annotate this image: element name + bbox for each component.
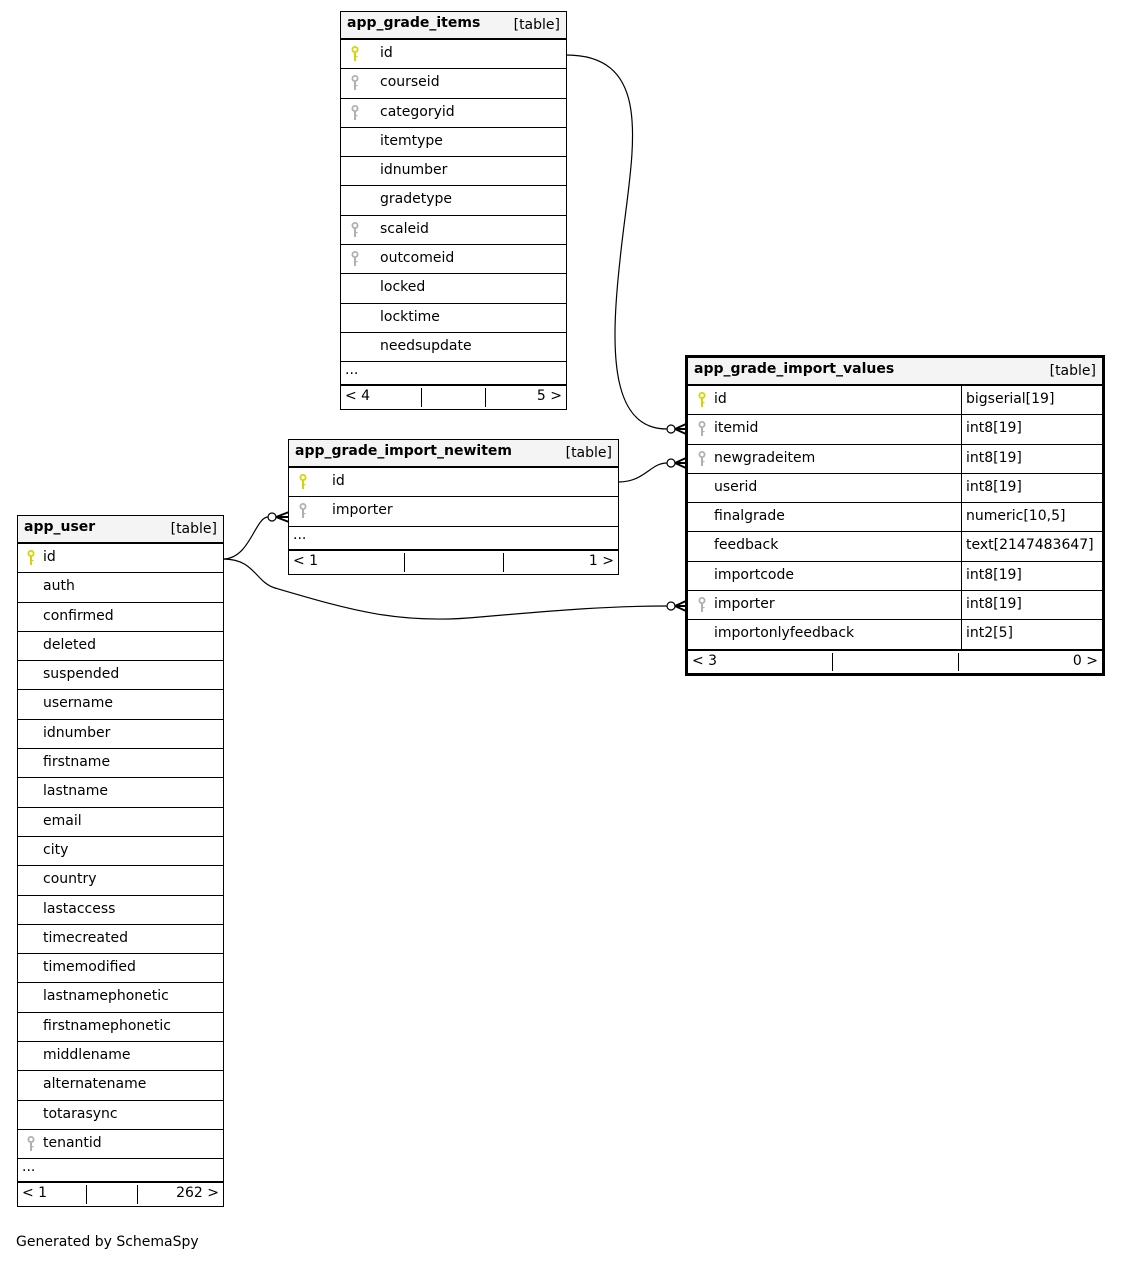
column-row-timecreated[interactable] [18, 925, 223, 954]
column-name: firstname [43, 754, 111, 771]
column-name: scaleid [380, 220, 429, 237]
column-type: int8[19] [961, 562, 1102, 590]
primary-key-icon [299, 474, 307, 490]
column-name: deleted [43, 636, 96, 653]
column-name: username [43, 695, 113, 712]
column-name: locktime [380, 308, 440, 325]
column-name: auth [43, 578, 75, 595]
foreign-key-icon [351, 105, 359, 121]
table-header[interactable] [18, 516, 223, 544]
table-kind: [table] [1049, 363, 1096, 379]
column-row-locked[interactable] [341, 274, 566, 303]
column-row-id[interactable] [341, 40, 566, 69]
column-row-firstname[interactable] [18, 749, 223, 778]
column-name: tenantid [43, 1134, 102, 1151]
column-type: int2[5] [961, 620, 1102, 648]
relationship-line-newitem-importer [223, 517, 268, 559]
column-row-itemtype[interactable] [341, 128, 566, 157]
column-name: email [43, 812, 82, 829]
column-row-totarasync[interactable] [18, 1101, 223, 1130]
primary-key-icon [27, 550, 35, 566]
column-type: int8[19] [961, 415, 1102, 443]
footer-divider [958, 653, 959, 671]
table-app-grade-import-values[interactable] [685, 355, 1105, 676]
column-row-courseid[interactable] [341, 69, 566, 98]
column-type: numeric[10,5] [961, 503, 1102, 531]
zero-or-many-marker [268, 513, 276, 521]
column-row-id[interactable] [688, 386, 1102, 415]
table-header[interactable] [289, 440, 618, 468]
parents-count[interactable]: < 4 [345, 388, 371, 405]
primary-key-icon [698, 392, 706, 408]
column-name: timemodified [43, 959, 136, 976]
column-name: idnumber [380, 162, 448, 179]
column-name: id [332, 473, 345, 489]
column-name: middlename [43, 1047, 131, 1064]
column-name: itemid [714, 420, 759, 437]
footer-divider [86, 1185, 87, 1204]
footer-divider [485, 388, 486, 407]
column-row-importonlyfeedback[interactable] [688, 620, 1102, 649]
foreign-key-icon [27, 1136, 35, 1152]
column-row-gradetype[interactable] [341, 186, 566, 215]
table-name: app_grade_import_values [694, 361, 895, 377]
column-row-idnumber[interactable] [341, 157, 566, 186]
column-row-lastname[interactable] [18, 778, 223, 807]
table-footer [688, 650, 1102, 673]
zero-or-many-marker [667, 425, 675, 433]
column-row-feedback[interactable] [688, 532, 1102, 561]
column-name: firstnamephonetic [43, 1017, 171, 1034]
footer-divider [503, 553, 504, 572]
children-count[interactable]: 1 > [588, 552, 614, 569]
column-row-auth[interactable] [18, 573, 223, 602]
footer-divider [421, 388, 422, 407]
children-count[interactable]: 262 > [176, 1185, 219, 1202]
foreign-key-icon [351, 222, 359, 238]
column-row-needsupdate[interactable] [341, 333, 566, 362]
column-type: int8[19] [961, 445, 1102, 473]
column-name: userid [714, 478, 758, 495]
column-name: outcomeid [380, 250, 455, 267]
column-name: totarasync [43, 1105, 118, 1122]
column-name: id [714, 391, 727, 407]
parents-count[interactable]: < 3 [692, 652, 718, 669]
column-type: text[2147483647] [961, 532, 1102, 560]
column-name: country [43, 871, 97, 888]
column-name: lastnamephonetic [43, 988, 169, 1005]
column-row-locktime[interactable] [341, 304, 566, 333]
children-count[interactable]: 5 > [536, 388, 562, 405]
column-row-timemodified[interactable] [18, 954, 223, 983]
column-row-itemid[interactable] [688, 415, 1102, 444]
column-name: finalgrade [714, 508, 785, 525]
table-app-grade-import-newitem[interactable] [288, 439, 619, 575]
column-row-alternatename[interactable] [18, 1071, 223, 1100]
column-name: gradetype [380, 191, 452, 208]
column-name: suspended [43, 666, 120, 683]
column-row-categoryid[interactable] [341, 99, 566, 128]
primary-key-icon [351, 46, 359, 62]
column-name: lastaccess [43, 900, 116, 917]
zero-or-many-marker [667, 602, 675, 610]
more-columns-text: ... [345, 362, 359, 379]
column-row-firstnamephonetic[interactable] [18, 1013, 223, 1042]
foreign-key-icon [698, 451, 706, 467]
column-row-importcode[interactable] [688, 562, 1102, 591]
table-name: app_grade_import_newitem [295, 443, 512, 459]
column-type: bigserial[19] [961, 386, 1102, 414]
column-row-id[interactable] [289, 468, 618, 497]
table-footer [18, 1183, 223, 1206]
column-type: int8[19] [961, 474, 1102, 502]
column-row-newgradeitem[interactable] [688, 445, 1102, 474]
table-header[interactable] [688, 358, 1102, 386]
table-header[interactable] [341, 12, 566, 40]
column-name: id [43, 549, 56, 565]
table-kind: [table] [170, 521, 217, 537]
parents-count[interactable]: < 1 [22, 1185, 48, 1202]
foreign-key-icon [698, 597, 706, 613]
column-row-finalgrade[interactable] [688, 503, 1102, 532]
column-type: int8[19] [961, 591, 1102, 619]
column-row-email[interactable] [18, 808, 223, 837]
footer-divider [404, 553, 405, 572]
table-name: app_user [24, 519, 96, 535]
column-name: lastname [43, 783, 108, 800]
more-columns-text: ... [293, 526, 307, 543]
column-row-userid[interactable] [688, 474, 1102, 503]
table-kind: [table] [565, 445, 612, 461]
table-app-grade-items[interactable] [340, 11, 567, 410]
column-name: importcode [714, 566, 794, 583]
more-columns [289, 527, 618, 551]
column-name: confirmed [43, 607, 114, 624]
foreign-key-icon [299, 503, 307, 519]
parents-count[interactable]: < 1 [293, 552, 319, 569]
column-row-middlename[interactable] [18, 1042, 223, 1071]
table-kind: [table] [513, 17, 560, 33]
footer-divider [137, 1185, 138, 1204]
column-row-id[interactable] [18, 544, 223, 573]
foreign-key-icon [351, 251, 359, 267]
column-row-lastaccess[interactable] [18, 896, 223, 925]
generated-by-footer: Generated by SchemaSpy [16, 1234, 199, 1250]
column-row-scaleid[interactable] [341, 216, 566, 245]
column-row-city[interactable] [18, 837, 223, 866]
table-app-user[interactable] [17, 515, 224, 1207]
column-row-country[interactable] [18, 866, 223, 895]
column-row-suspended[interactable] [18, 661, 223, 690]
column-row-deleted[interactable] [18, 632, 223, 661]
column-name: importonlyfeedback [714, 625, 855, 642]
column-name: city [43, 841, 69, 858]
table-footer [341, 386, 566, 409]
zero-or-many-marker [667, 459, 675, 467]
children-count[interactable]: 0 > [1072, 652, 1098, 669]
column-name: timecreated [43, 929, 128, 946]
foreign-key-icon [351, 75, 359, 91]
column-name: newgradeitem [714, 449, 816, 466]
column-name: idnumber [43, 724, 111, 741]
column-name: feedback [714, 537, 779, 554]
column-name: itemtype [380, 132, 443, 149]
column-row-username[interactable] [18, 690, 223, 719]
table-name: app_grade_items [347, 15, 481, 31]
column-row-lastnamephonetic[interactable] [18, 983, 223, 1012]
column-row-tenantid[interactable] [18, 1130, 223, 1159]
footer-divider [832, 653, 833, 671]
column-name: courseid [380, 74, 440, 91]
column-row-importer[interactable] [688, 591, 1102, 620]
more-columns-text: ... [22, 1159, 36, 1176]
column-name: needsupdate [380, 337, 472, 354]
column-row-importer[interactable] [289, 497, 618, 526]
column-name: locked [380, 279, 426, 296]
column-row-idnumber[interactable] [18, 720, 223, 749]
column-name: importer [714, 596, 775, 613]
more-columns [341, 362, 566, 386]
relationship-line-newgradeitem [618, 463, 667, 482]
more-columns [18, 1159, 223, 1183]
foreign-key-icon [698, 421, 706, 437]
column-name: alternatename [43, 1076, 147, 1093]
table-footer [289, 551, 618, 574]
relationship-line-itemid [566, 55, 668, 429]
column-name: categoryid [380, 103, 455, 120]
column-name: id [380, 45, 393, 61]
column-name: importer [332, 502, 393, 519]
column-row-confirmed[interactable] [18, 603, 223, 632]
column-row-outcomeid[interactable] [341, 245, 566, 274]
